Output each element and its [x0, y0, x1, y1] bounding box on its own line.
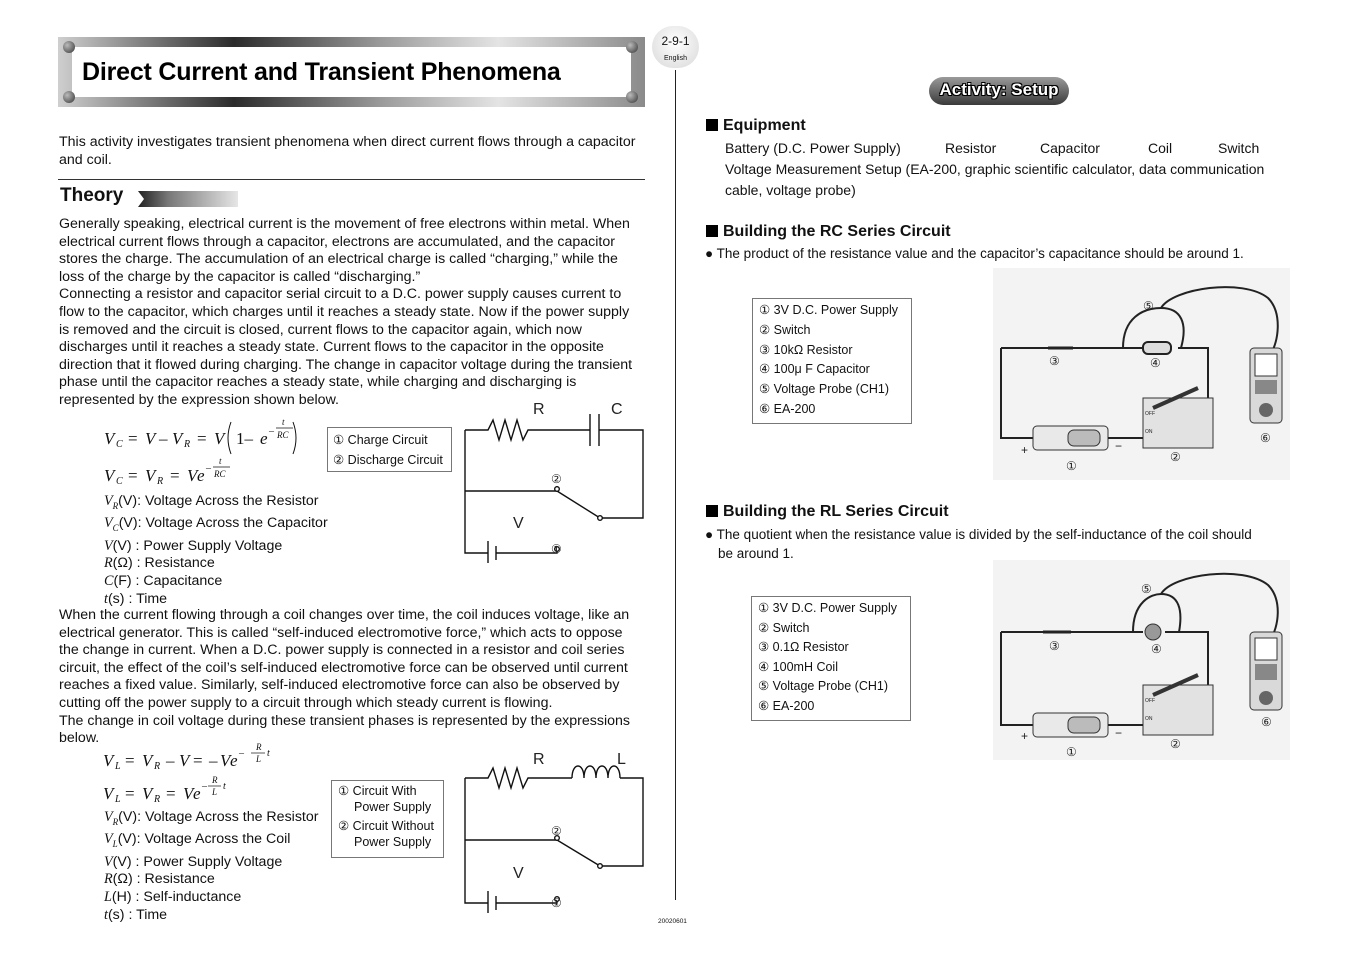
var-unit: (F): [113, 573, 132, 590]
var-desc: : Power Supply Voltage: [131, 853, 283, 870]
variable-row: [104, 889, 364, 907]
rl-variable-list: [104, 809, 364, 924]
rc-variable-list: [104, 493, 364, 608]
part-item: ⑤ Voltage Probe (CH1): [758, 679, 889, 694]
legend-item: ① Circuit With: [338, 784, 417, 798]
svg-text:V: V: [104, 429, 115, 448]
svg-text:RC: RC: [214, 469, 226, 479]
banner-bolt-icon: [63, 41, 75, 53]
photo-label-1: ①: [1066, 745, 1077, 759]
legend-item: ② Circuit Without: [338, 819, 434, 833]
var-unit: (V): [112, 537, 132, 554]
svg-text:t: t: [223, 781, 226, 792]
photo-label-off: OFF: [1145, 698, 1155, 704]
var-unit: (V): [118, 515, 138, 532]
text-line: is removed and the circuit is closed, current flows to the capacitor again, which now: [59, 321, 582, 338]
svg-text:L: L: [212, 787, 218, 797]
variable-row: [104, 555, 364, 573]
var-unit: (V): [117, 831, 137, 848]
text-line: below.: [59, 730, 100, 747]
text-line: phase until the capacitor reaches a steady state, while charging and discharging is: [59, 374, 577, 391]
var-symbol: V: [104, 493, 113, 509]
diagram-label-v: V: [513, 865, 524, 882]
svg-text:–: –: [159, 429, 168, 448]
var-desc: : Capacitance: [131, 573, 223, 590]
variable-row: [104, 591, 364, 609]
svg-text:=: =: [193, 751, 203, 770]
var-unit: (Ω): [112, 871, 133, 888]
diagram-label-1: ①: [551, 542, 562, 556]
svg-text:R: R: [154, 794, 161, 805]
svg-text:L: L: [115, 761, 121, 772]
photo-label-on: ON: [1145, 716, 1153, 722]
var-symbol: C: [104, 573, 114, 590]
horizontal-rule: [58, 179, 645, 180]
svg-text:V: V: [145, 429, 156, 448]
square-bullet-icon: [706, 119, 718, 131]
svg-text:1–: 1–: [236, 429, 253, 448]
svg-text:V: V: [220, 751, 231, 770]
part-item: ② Switch: [758, 620, 810, 635]
var-symbol: R: [104, 555, 113, 572]
rl-note-continued: be around 1.: [718, 546, 794, 561]
legend-item: ② Discharge Circuit: [333, 453, 443, 467]
heading-text: Building the RL Series Circuit: [723, 503, 949, 520]
part-item: ① 3V D.C. Power Supply: [759, 303, 899, 317]
variable-row: [104, 515, 364, 537]
var-desc: : Power Supply Voltage: [131, 537, 283, 554]
text-line: stores the charge. The accumulation of an electrical charge is called “charging,” while the: [59, 251, 618, 268]
heading-text: Equipment: [723, 117, 806, 134]
var-desc: : Resistance: [132, 871, 215, 888]
rc-legend-box: [327, 427, 452, 472]
rl-note: [705, 526, 1252, 544]
svg-text:V: V: [103, 751, 114, 770]
text-line: direction that it flowed during charging. The change in capacitor voltage during the transient: [59, 356, 633, 373]
photo-label-4: ④: [1150, 356, 1161, 370]
svg-text:=: =: [128, 466, 138, 485]
var-sub: R: [112, 816, 119, 827]
switch-box-icon: [1143, 685, 1213, 735]
var-desc: : Time: [124, 590, 168, 607]
var-desc: : Resistance: [132, 555, 215, 572]
svg-text:–: –: [202, 781, 207, 792]
part-item: ② Switch: [759, 322, 811, 337]
theory-heading: Theory: [60, 185, 124, 206]
bullet-icon: ●: [705, 527, 714, 542]
rl-formulas: [99, 742, 299, 808]
var-unit: (Ω): [112, 555, 133, 572]
text-line: Generally speaking, electrical current is the movement of free electrons within metal. When: [59, 216, 630, 232]
svg-text:R: R: [157, 476, 164, 487]
svg-text:–: –: [166, 751, 175, 770]
var-symbol: L: [104, 889, 112, 906]
legend-item: ① Charge Circuit: [333, 433, 428, 447]
rc-formulas: [100, 414, 320, 490]
variable-row: [104, 573, 364, 591]
equipment-item: Resistor: [945, 140, 997, 156]
rc-setup-photo: [993, 268, 1290, 480]
banner-bolt-icon: [626, 41, 638, 53]
photo-label-5: ⑤: [1143, 299, 1154, 313]
text-line: discharges until it reaches a steady state. Current flows to the capacitor in the opposite: [59, 339, 604, 356]
text-line: represented by the expression shown below.: [59, 391, 339, 408]
var-symbol: R: [104, 871, 113, 888]
photo-label-6: ⑥: [1261, 715, 1272, 729]
battery-icon: [1068, 717, 1100, 733]
page-number: 2-9-1: [661, 34, 690, 48]
text-line: circuit, the effect of the coil’s self-induced electromotive force can be observed until current: [59, 659, 628, 676]
svg-text:–: –: [239, 748, 244, 759]
legend-item: Power Supply: [354, 835, 432, 849]
photo-label-off: OFF: [1145, 411, 1155, 417]
var-unit: (V): [118, 493, 138, 509]
var-sub: R: [112, 500, 119, 511]
svg-text:R: R: [154, 761, 161, 772]
theory-paragraph-2: [59, 607, 659, 748]
banner-bolt-icon: [63, 91, 75, 103]
var-desc: : Time: [124, 906, 168, 923]
svg-text:=: =: [125, 751, 135, 770]
text-line: reaches a fixed value. Similarly, self-induced electromotive force can also be observed by: [59, 677, 620, 694]
equipment-line: Voltage Measurement Setup (EA-200, graphic scientific calculator, data communication: [725, 161, 1265, 177]
photo-label-6: ⑥: [1260, 431, 1271, 445]
rl-circuit-diagram: [460, 748, 650, 913]
activity-label: Activity: Setup: [939, 80, 1059, 99]
svg-text:e: e: [230, 751, 238, 770]
variable-row: [104, 809, 364, 831]
part-item: ④ 100μ F Capacitor: [759, 362, 870, 377]
var-desc: : Voltage Across the Resistor: [137, 493, 319, 509]
svg-text:L: L: [256, 754, 262, 764]
var-symbol: V: [104, 537, 113, 554]
rl-parts-list: [751, 596, 911, 721]
svg-text:R: R: [212, 775, 218, 785]
diagram-label-2: ②: [551, 824, 562, 838]
photo-label-4: ④: [1151, 642, 1162, 656]
svg-text:–: –: [269, 426, 274, 437]
rl-section-heading: [706, 503, 949, 521]
theory-heading-bar: [138, 191, 238, 207]
text-line: electrical current flows through a capacitor, electrons are accumulated, and the capacitor: [59, 233, 615, 250]
svg-text:t: t: [267, 748, 270, 759]
part-item: ⑤ Voltage Probe (CH1): [759, 382, 890, 397]
photo-label-1: ①: [1066, 459, 1077, 473]
photo-label-2: ②: [1170, 450, 1181, 464]
equipment-item: Battery (D.C. Power Supply): [725, 140, 901, 156]
svg-text:=: =: [197, 429, 207, 448]
equipment-heading: [706, 117, 806, 135]
text-line: electrical generator. This is called “self-induced electromotive force,” which acts to oppose: [59, 624, 623, 641]
svg-text:V: V: [179, 751, 190, 770]
rc-note: [705, 245, 1244, 263]
var-sub: L: [112, 839, 118, 850]
svg-text:V: V: [142, 784, 153, 803]
photo-label-5: ⑤: [1141, 582, 1152, 596]
svg-text:e: e: [260, 429, 268, 448]
svg-text:V: V: [142, 751, 153, 770]
intro-paragraph: This activity investigates transient phenomena when direct current flows through a capacitor and coil.: [59, 134, 636, 168]
svg-text:=: =: [170, 466, 180, 485]
svg-text:t: t: [219, 456, 222, 466]
svg-text:V: V: [183, 784, 194, 803]
equipment-item: Switch: [1218, 140, 1260, 156]
variable-row: [104, 854, 364, 872]
document-code: 20020601: [658, 918, 687, 925]
svg-text:C: C: [116, 439, 123, 450]
part-item: ⑥ EA-200: [758, 698, 815, 713]
rc-circuit-diagram: [460, 398, 650, 563]
text-line: the change in current. When a D.C. power supply is connected in a resistor and coil series: [59, 642, 625, 659]
legend-item: Power Supply: [354, 800, 432, 814]
diagram-label-2: ②: [551, 472, 562, 486]
svg-text:e: e: [197, 466, 205, 485]
page-title: Direct Current and Transient Phenomena: [82, 58, 561, 86]
var-unit: (V): [112, 853, 132, 870]
photo-label-on: ON: [1145, 429, 1153, 435]
var-unit: (H): [111, 889, 132, 906]
text-line: flow to the capacitor, which charges until it reaches a steady state. Now if the power supply: [59, 303, 630, 320]
diagram-label-v: V: [513, 515, 524, 532]
photo-label-3: ③: [1049, 354, 1060, 368]
svg-text:–: –: [206, 463, 211, 474]
svg-text:t: t: [282, 417, 285, 427]
var-symbol: V: [104, 853, 113, 870]
svg-text:=: =: [125, 784, 135, 803]
photo-label-minus: −: [1115, 439, 1123, 453]
var-desc: : Voltage Across the Resistor: [137, 809, 319, 825]
svg-text:=: =: [128, 429, 138, 448]
part-item: ④ 100mH Coil: [758, 659, 838, 674]
var-symbol: t: [104, 590, 108, 607]
diagram-label-r: R: [533, 751, 545, 768]
svg-text:=: =: [166, 784, 176, 803]
diagram-label-c: C: [611, 401, 623, 418]
svg-text:V: V: [214, 429, 225, 448]
svg-text:V: V: [103, 784, 114, 803]
note-text: The quotient when the resistance value is divided by the self-inductance of the coil should: [716, 527, 1252, 542]
square-bullet-icon: [706, 505, 718, 517]
bullet-icon: ●: [705, 246, 714, 261]
photo-label-2: ②: [1170, 737, 1181, 751]
variable-row: [104, 871, 364, 889]
text-line: The change in coil voltage during these transient phases is represented by the expressions: [59, 712, 630, 729]
column-divider: [675, 70, 676, 900]
photo-label-plus: +: [1021, 443, 1029, 457]
photo-label-3: ③: [1049, 639, 1060, 653]
svg-text:V: V: [145, 466, 156, 485]
equipment-line: cable, voltage probe): [725, 182, 856, 198]
var-desc: : Voltage Across the Coil: [136, 831, 291, 848]
photo-label-minus: −: [1115, 726, 1123, 740]
text-line: loss of the charge by the capacitor is called “discharging.”: [59, 268, 421, 285]
rc-section-heading: [706, 223, 951, 241]
page-language: English: [664, 55, 687, 62]
part-item: ③ 0.1Ω Resistor: [758, 640, 849, 655]
banner-bolt-icon: [626, 91, 638, 103]
diagram-label-1: ①: [551, 896, 562, 910]
battery-icon: [1068, 430, 1100, 446]
text-line: cutting off the power supply to a circuit through which steady current is flowing.: [59, 694, 553, 711]
text-line: When the current flowing through a coil changes over time, the coil induces voltage, like an: [59, 607, 630, 623]
square-bullet-icon: [706, 225, 718, 237]
var-symbol: V: [104, 809, 113, 825]
rl-setup-photo: [993, 560, 1290, 760]
variable-row: [104, 907, 364, 925]
svg-text:R: R: [256, 742, 262, 752]
var-symbol: V: [104, 831, 113, 848]
var-desc: : Voltage Across the Capacitor: [137, 515, 328, 532]
coil-icon: [1145, 624, 1161, 640]
diagram-label-r: R: [533, 401, 545, 418]
svg-text:L: L: [115, 794, 121, 805]
switch-box-icon: [1143, 398, 1213, 448]
text-line: Connecting a resistor and capacitor serial circuit to a D.C. power supply causes current to: [59, 286, 622, 303]
part-item: ③ 10kΩ Resistor: [759, 342, 853, 357]
var-desc: : Self-inductance: [131, 889, 242, 906]
svg-text:RC: RC: [277, 430, 289, 440]
var-unit: (s): [107, 590, 125, 607]
svg-text:V: V: [104, 466, 115, 485]
svg-text:C: C: [116, 476, 123, 487]
rl-legend-box: [331, 780, 444, 858]
variable-row: [104, 493, 364, 515]
photo-label-plus: +: [1021, 729, 1029, 743]
diagram-label-l: L: [617, 751, 626, 768]
theory-paragraph-1: [59, 216, 659, 410]
var-symbol: t: [104, 906, 108, 923]
var-unit: (V): [118, 809, 138, 825]
rc-parts-list: [752, 298, 912, 424]
part-item: ① 3V D.C. Power Supply: [758, 601, 898, 615]
svg-text:V: V: [187, 466, 198, 485]
variable-row: [104, 538, 364, 556]
svg-text:R: R: [184, 439, 191, 450]
equipment-item: Coil: [1148, 140, 1173, 156]
part-item: ⑥ EA-200: [759, 401, 816, 416]
svg-text:–: –: [209, 751, 218, 770]
note-text: The product of the resistance value and the capacitor’s capacitance should be around 1.: [716, 246, 1244, 261]
variable-row: [104, 831, 364, 853]
heading-text: Building the RC Series Circuit: [723, 223, 951, 240]
svg-text:V: V: [172, 429, 183, 448]
svg-text:e: e: [193, 784, 201, 803]
equipment-item: Capacitor: [1040, 140, 1100, 156]
var-symbol: V: [104, 515, 113, 532]
var-unit: (s): [107, 906, 125, 923]
var-sub: C: [112, 523, 119, 534]
